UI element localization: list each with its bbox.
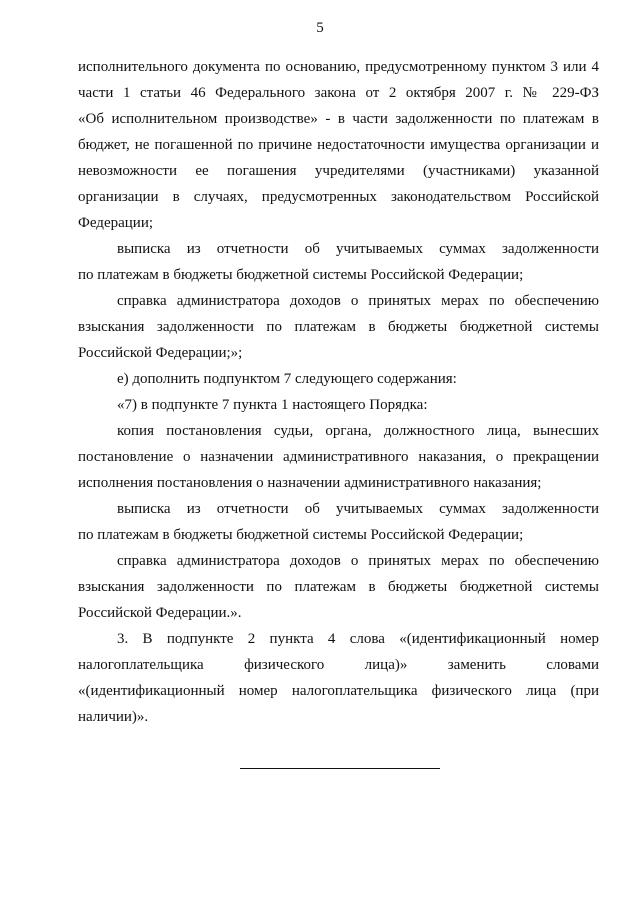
text-line: копия постановления судьи, органа, должностного лица, вынесших bbox=[117, 423, 599, 439]
text-line: выписка из отчетности об учитываемых суммах задолженности bbox=[117, 241, 599, 257]
text-line: невозможности ее погашения учредителями (участниками) указанной bbox=[78, 163, 599, 179]
text-line: части 1 статьи 46 Федерального закона от 2 октября 2007 г. № 229-ФЗ bbox=[78, 85, 599, 101]
text-line: «(идентификационный номер налогоплательщика физического лица (при bbox=[78, 683, 599, 699]
text-line: исполнения постановления о назначении административного наказания; bbox=[78, 475, 542, 491]
text-line: 3. В подпункте 2 пункта 4 слова «(идентификационный номер bbox=[117, 631, 599, 647]
text-line: исполнительного документа по основанию, предусмотренному пунктом 3 или 4 bbox=[78, 59, 599, 75]
text-line: «7) в подпункте 7 пункта 1 настоящего Порядка: bbox=[117, 397, 428, 413]
text-line: бюджет, не погашенной по причине недостаточности имущества организации и bbox=[78, 137, 599, 153]
text-line: взыскания задолженности по платежам в бюджеты бюджетной системы bbox=[78, 319, 599, 335]
text-line: по платежам в бюджеты бюджетной системы Российской Федерации; bbox=[78, 267, 524, 283]
text-line: справка администратора доходов о принятых мерах по обеспечению bbox=[117, 553, 599, 569]
text-line: наличии)». bbox=[78, 709, 149, 725]
text-line: Федерации; bbox=[78, 215, 154, 231]
text-line: по платежам в бюджеты бюджетной системы Российской Федерации; bbox=[78, 527, 524, 543]
text-line: налогоплательщика физического лица)» заменить словами bbox=[78, 657, 599, 673]
end-divider bbox=[240, 768, 440, 769]
text-line: постановление о назначении административного наказания, о прекращении bbox=[78, 449, 599, 465]
text-line: организации в случаях, предусмотренных законодательством Российской bbox=[78, 189, 599, 205]
text-line: Российской Федерации.». bbox=[78, 605, 242, 621]
text-line: е) дополнить подпунктом 7 следующего содержания: bbox=[117, 371, 457, 387]
text-line: справка администратора доходов о принятых мерах по обеспечению bbox=[117, 293, 599, 309]
page-number: 5 bbox=[316, 20, 324, 36]
text-line: Российской Федерации;»; bbox=[78, 345, 243, 361]
text-line: «Об исполнительном производстве» - в части задолженности по платежам в bbox=[78, 111, 599, 127]
text-line: выписка из отчетности об учитываемых суммах задолженности bbox=[117, 501, 599, 517]
text-line: взыскания задолженности по платежам в бюджеты бюджетной системы bbox=[78, 579, 599, 595]
